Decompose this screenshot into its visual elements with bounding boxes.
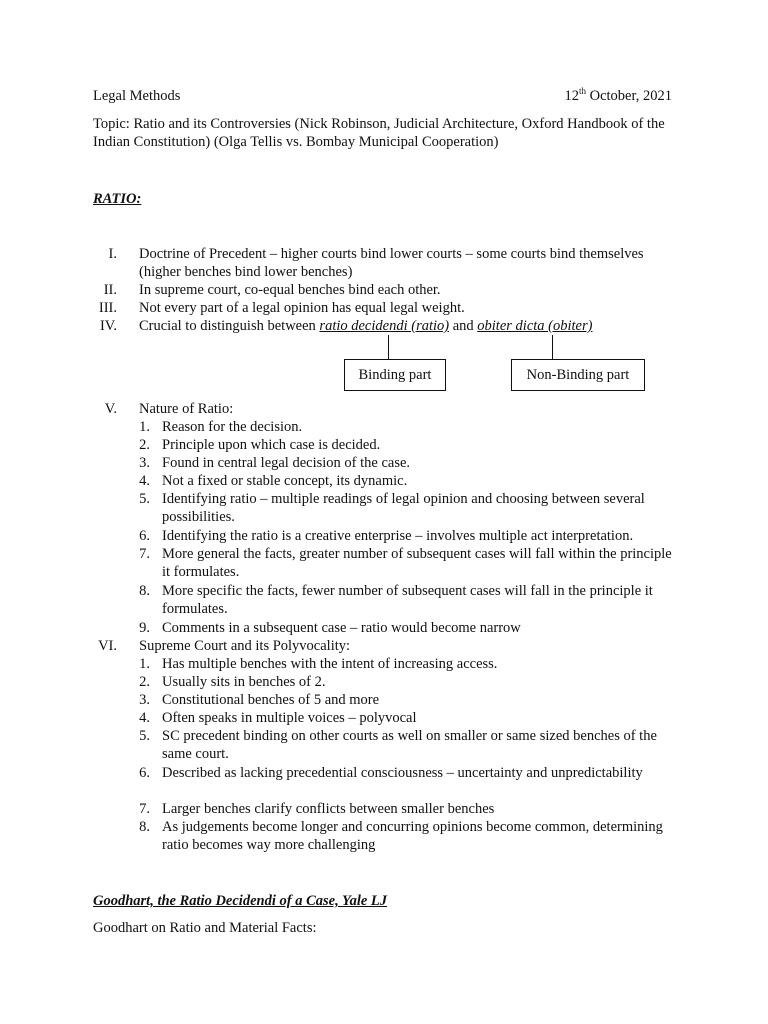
list-number: 3. (139, 692, 150, 708)
roman-text (139, 317, 684, 335)
list-number: 1. (139, 419, 150, 435)
list-text: Has multiple benches with the intent of increasing access. (162, 656, 498, 672)
date-suffix: th (578, 86, 586, 96)
list-text: Identifying the ratio is a creative enterprise – involves multiple act interpretation. (162, 528, 634, 544)
text-segment: Crucial to distinguish between (139, 318, 320, 334)
binding-part-box: Binding part (344, 359, 446, 391)
list-number: 8. (139, 583, 150, 599)
obiter-term: obiter dicta (obiter) (477, 318, 593, 334)
goodhart-subheading: Goodhart on Ratio and Material Facts: (93, 920, 317, 936)
list-text: Reason for the decision. (162, 419, 303, 435)
list-number: 5. (139, 491, 150, 507)
connector-line-binding (388, 335, 389, 359)
list-number: 2. (139, 437, 150, 453)
list-text: SC precedent binding on other courts as well on smaller or same sized benches of the same court. (162, 728, 657, 762)
list-number: 2. (139, 674, 150, 690)
list-number: 4. (139, 473, 150, 489)
roman-text: Doctrine of Precedent – higher courts bind lower courts – some courts bind themselves (higher benches bind lower benches) (139, 246, 644, 280)
list-number: 4. (139, 710, 150, 726)
roman-text: In supreme court, co-equal benches bind each other. (139, 282, 441, 298)
roman-numeral: V. (104, 401, 117, 417)
list-text: Comments in a subsequent case – ratio would become narrow (162, 620, 521, 636)
list-text: Often speaks in multiple voices – polyvocal (162, 710, 417, 726)
list-text: More specific the facts, fewer number of subsequent cases will fall in the principle it formulates. (162, 583, 653, 617)
list-text: Described as lacking precedential consciousness – uncertainty and unpredictability (162, 765, 643, 781)
roman-numeral: II. (103, 282, 117, 298)
date-day: 12 (564, 88, 579, 104)
list-text: Not a fixed or stable concept, its dynamic. (162, 473, 408, 489)
roman-numeral: IV. (99, 318, 117, 334)
roman-numeral: III. (98, 300, 117, 316)
list-text: More general the facts, greater number of subsequent cases will fall within the principle it formulates. (162, 546, 672, 580)
roman-numeral: I. (108, 246, 117, 262)
roman-numeral: VI. (98, 638, 117, 654)
text-segment: and (449, 318, 478, 334)
list-number: 6. (139, 765, 150, 781)
list-text: As judgements become longer and concurring opinions become common, determining ratio becomes way more challenging (162, 819, 663, 853)
list-text: Principle upon which case is decided. (162, 437, 381, 453)
list-text: Larger benches clarify conflicts between smaller benches (162, 801, 495, 817)
roman-text: Not every part of a legal opinion has equal legal weight. (139, 300, 465, 316)
list-number: 5. (139, 728, 150, 744)
list-number: 8. (139, 819, 150, 835)
course-title: Legal Methods (93, 88, 181, 104)
list-text: Identifying ratio – multiple readings of legal opinion and choosing between several possibilities. (162, 491, 645, 525)
list-number: 3. (139, 455, 150, 471)
roman-text: Nature of Ratio: (139, 401, 234, 417)
goodhart-heading: Goodhart, the Ratio Decidendi of a Case, Yale LJ (93, 893, 388, 909)
date-rest: October, 2021 (586, 88, 672, 104)
list-number: 1. (139, 656, 150, 672)
connector-line-nonbinding (552, 335, 553, 359)
list-text: Found in central legal decision of the case. (162, 455, 411, 471)
ratio-heading: RATIO: (93, 191, 142, 207)
nonbinding-part-box: Non-Binding part (511, 359, 645, 391)
roman-text: Supreme Court and its Polyvocality: (139, 638, 351, 654)
lecture-date (564, 87, 672, 105)
list-number: 7. (139, 546, 150, 562)
topic-line: Topic: Ratio and its Controversies (Nick Robinson, Judicial Architecture, Oxford Handbook of the Indian Constitution) (Olga Tellis vs. Bombay Municipal Cooperation) (93, 116, 665, 150)
list-number: 9. (139, 620, 150, 636)
list-number: 6. (139, 528, 150, 544)
ratio-term: ratio decidendi (ratio) (319, 318, 450, 334)
list-text: Usually sits in benches of 2. (162, 674, 326, 690)
list-number: 7. (139, 801, 150, 817)
list-text: Constitutional benches of 5 and more (162, 692, 380, 708)
